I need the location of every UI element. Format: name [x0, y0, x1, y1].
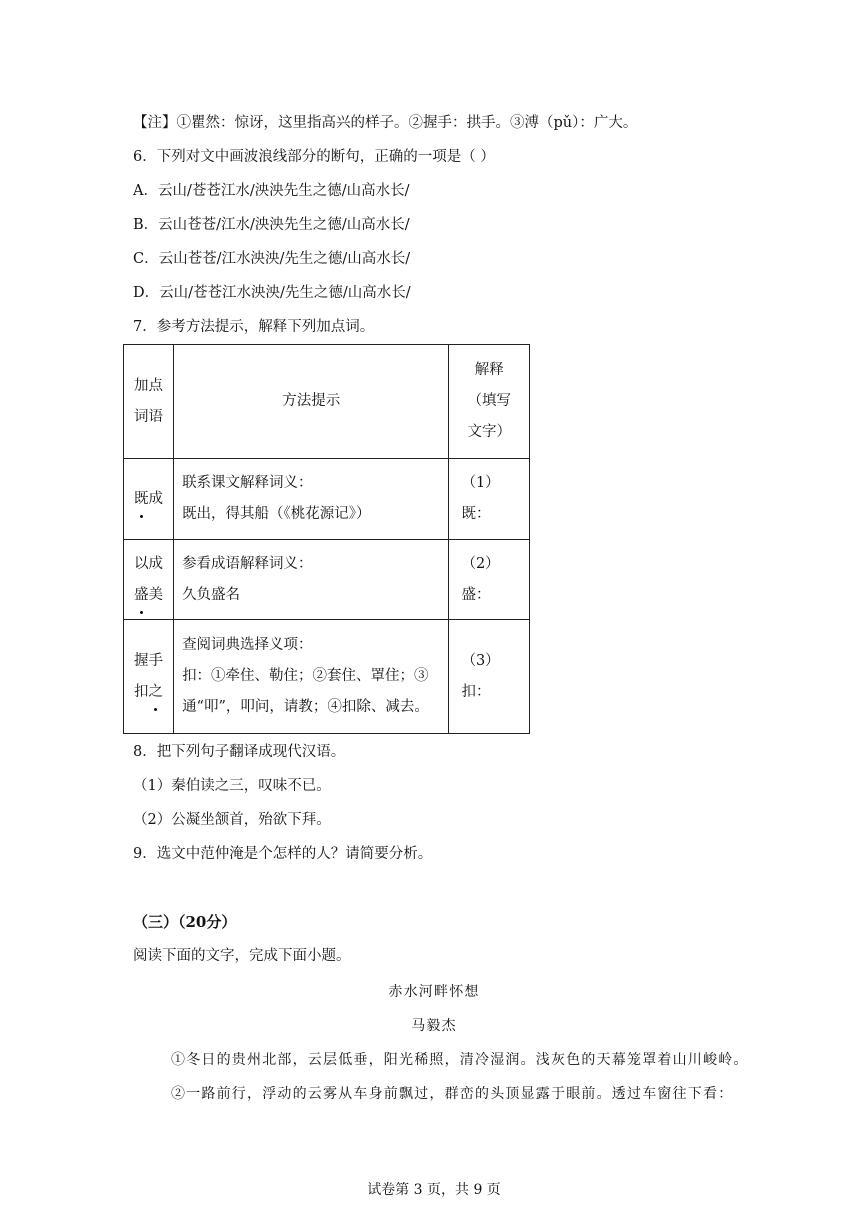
word-line: 握手 — [134, 652, 164, 669]
question-6-option-b: B．云山苍苍/江水/泱泱先生之德/山高水长/ — [133, 217, 410, 233]
table-row — [124, 540, 530, 620]
answer-number: （1） — [461, 475, 500, 491]
passage-title: 赤水河畔怀想 — [388, 984, 480, 1000]
passage-paragraph-1: ①冬日的贵州北部，云层低垂，阳光稀照，清冷湿润。浅灰色的天幕笼罩着山川峻岭。 — [171, 1052, 749, 1068]
word-cell — [124, 540, 174, 620]
header-answer-cell — [449, 345, 530, 459]
question-8-stem: 8．把下列句子翻译成现代汉语。 — [133, 744, 346, 760]
section-3-heading: （三）（20分） — [133, 913, 237, 931]
table-header-row — [124, 345, 530, 459]
dotted-word: 盛 — [134, 580, 149, 611]
header-word-cell — [124, 345, 174, 459]
word-first: 扣 — [134, 683, 149, 700]
hint-line: 联系课文解释词义： — [182, 475, 313, 491]
answer-cell — [449, 620, 530, 734]
hint-line: 既出，得其船（《桃花源记》） — [182, 506, 371, 522]
hint-line: 久负盛名 — [182, 586, 241, 603]
hint-cell — [174, 540, 449, 620]
dotted-word: 之 — [149, 677, 164, 708]
header-word-line2: 词语 — [134, 408, 164, 425]
header-answer-line2: （填写 — [467, 393, 511, 409]
answer-number: （3） — [461, 652, 500, 669]
header-answer-line3: 文字） — [467, 424, 511, 440]
hint-cell — [174, 620, 449, 734]
vocab-table — [123, 344, 530, 734]
question-7-stem: 7．参考方法提示，解释下列加点词。 — [133, 319, 375, 335]
word-rest: 美 — [148, 586, 164, 603]
table-row — [124, 620, 530, 734]
question-8-item-1: （1）秦伯读之三，叹味不已。 — [133, 778, 331, 794]
page-footer: 试卷第 3 页，共 9 页 — [367, 1182, 501, 1198]
answer-cell — [449, 459, 530, 540]
word-cell — [124, 459, 174, 540]
dotted-word: 既 — [134, 484, 149, 515]
hint-line: 通“叩”，叩问，请教；④扣除、减去。 — [182, 699, 429, 715]
answer-blank[interactable]: 扣： — [461, 683, 491, 700]
question-9-stem: 9．选文中范仲淹是个怎样的人？请简要分析。 — [133, 846, 433, 862]
hint-line: 参看成语解释词义： — [182, 555, 313, 572]
header-answer-line1: 解释 — [474, 362, 504, 378]
header-hint-cell — [174, 345, 449, 459]
word-line: 以成 — [134, 555, 164, 572]
question-6-stem: 6．下列对文中画波浪线部分的断句，正确的一项是（ ） — [133, 149, 495, 165]
question-8-item-2: （2）公凝坐颔首，殆欲下拜。 — [133, 812, 331, 828]
hint-cell — [174, 459, 449, 540]
word-rest: 成 — [148, 490, 164, 507]
hint-line: 扣：①牵住、勒住；②套住、罩住；③ — [182, 668, 429, 684]
section-3-instruction: 阅读下面的文字，完成下面小题。 — [133, 948, 351, 964]
question-6-option-a: A．云山/苍苍江水/泱泱先生之德/山高水长/ — [133, 183, 410, 199]
table-row — [124, 459, 530, 540]
answer-number: （2） — [461, 555, 500, 572]
answer-blank[interactable]: 盛： — [461, 586, 491, 603]
word-cell — [124, 620, 174, 734]
answer-blank[interactable]: 既： — [461, 506, 491, 522]
answer-cell — [449, 540, 530, 620]
hint-line: 查阅词典选择义项： — [182, 637, 313, 653]
passage-paragraph-2: ②一路前行，浮动的云雾从车身前飘过，群峦的头顶显露于眼前。透过车窗往下看： — [171, 1086, 734, 1102]
header-hint-label: 方法提示 — [282, 393, 341, 409]
header-word-line1: 加点 — [134, 377, 164, 394]
note-line: 【注】①瞿然：惊讶，这里指高兴的样子。②握手：拱手。③溥（pǔ）：广大。 — [133, 115, 638, 131]
question-6-option-d: D．云山/苍苍江水泱泱/先生之德/山高水长/ — [133, 285, 411, 301]
passage-author: 马毅杰 — [411, 1018, 457, 1034]
question-6-option-c: C．云山苍苍/江水泱泱/先生之德/山高水长/ — [133, 251, 411, 267]
